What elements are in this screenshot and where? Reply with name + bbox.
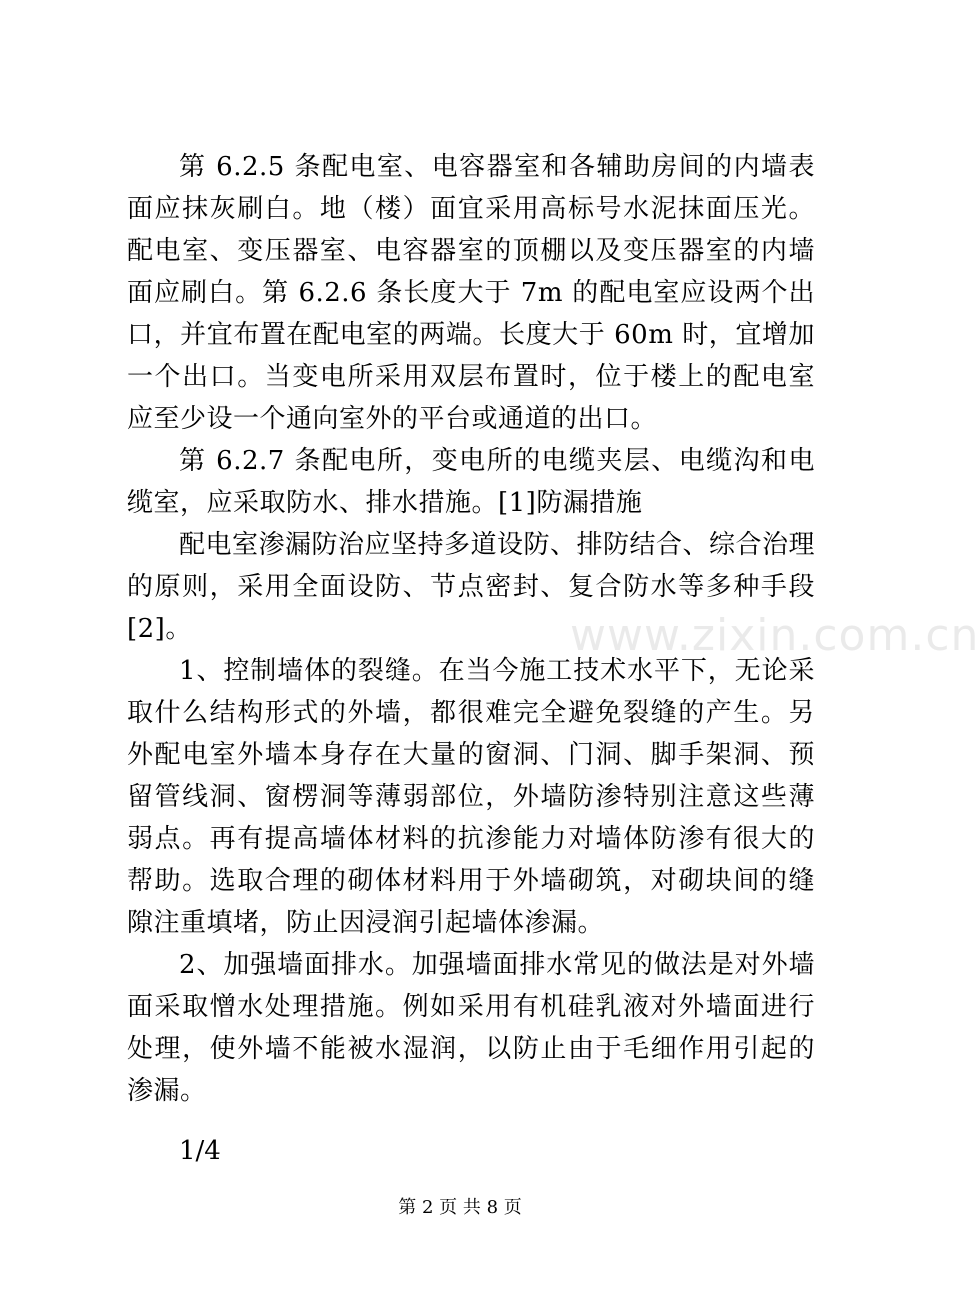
paragraph-6-2-5: 第 6.2.5 条配电室、电容器室和各辅助房间的内墙表面应抹灰刷白。地（楼）面宜采用高标号水泥抹面压光。配电室、变压器室、电容器室的顶棚以及变压器室的内墙面应刷白。第 6.2.6 条长度大于 7m 的配电室应设两个出口，并宜布置在配电室的两端。长度大于 60m 时，宜增加一个出口。当变电所采用双层布置时，位于楼上的配电室应至少设一个通向室外的平台或通道的出口。 (127, 152, 815, 434)
paragraph-6-2-7: 第 6.2.7 条配电所，变电所的电缆夹层、电缆沟和电缆室，应采取防水、排水措施。[1]防漏措施 (127, 446, 815, 518)
paragraph-wall-cracks: 1、控制墙体的裂缝。在当今施工技术水平下，无论采取什么结构形式的外墙，都很难完全避免裂缝的产生。另外配电室外墙本身存在大量的窗洞、门洞、脚手架洞、预留管线洞、窗楞洞等薄弱部位，外墙防渗特别注意这些薄弱点。再有提高墙体材料的抗渗能力对墙体防渗有很大的帮助。选取合理的砌体材料用于外墙砌筑，对砌块间的缝隙注重填堵，防止因浸润引起墙体渗漏。 (127, 656, 815, 938)
document-body (127, 146, 815, 1172)
page-footer: 第 2 页 共 8 页 (398, 1197, 522, 1218)
watermark: www.zixin.com.cn (570, 610, 979, 661)
page-fraction: 1/4 (179, 1136, 221, 1166)
paragraph-principle: 配电室渗漏防治应坚持多道设防、排防结合、综合治理的原则，采用全面设防、节点密封、复合防水等多种手段[2]。 (127, 530, 816, 644)
paragraph-wall-drainage: 2、加强墙面排水。加强墙面排水常见的做法是对外墙面采取憎水处理措施。例如采用有机硅乳液对外墙面进行处理，使外墙不能被水湿润，以防止由于毛细作用引起的渗漏。 (127, 950, 815, 1106)
